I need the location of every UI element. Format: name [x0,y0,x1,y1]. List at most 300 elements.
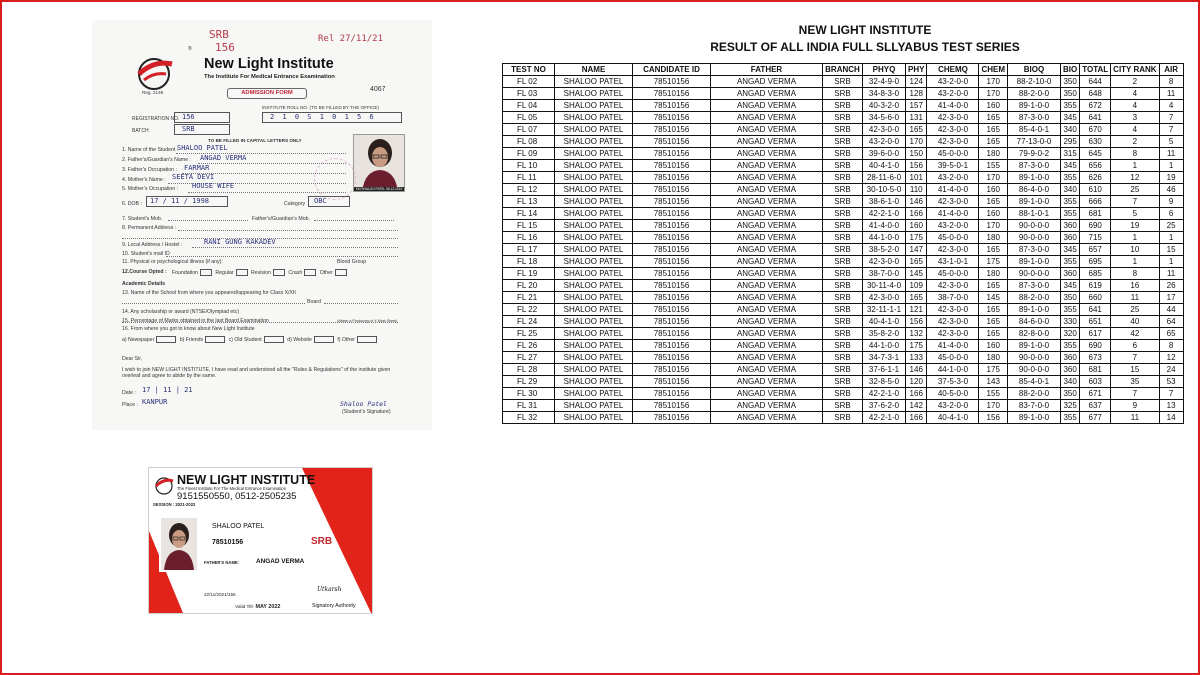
table-cell: 131 [906,112,927,124]
table-cell: FL 30 [503,388,555,400]
table-cell: 87-3-0-0 [1008,280,1061,292]
table-cell: 160 [979,184,1008,196]
table-cell: 42-3-0-0 [927,196,979,208]
table-cell: SHALOO PATEL [555,364,633,376]
table-cell: 6 [1159,208,1183,220]
card-session: SESSION : 2021-2022 [153,502,196,507]
table-cell: SRB [823,364,863,376]
table-cell: 88-2-0-0 [1008,388,1061,400]
table-cell: 9 [1159,196,1183,208]
table-cell: 2 [1111,76,1159,88]
table-cell: 11 [1159,268,1183,280]
table-cell: 350 [1061,292,1080,304]
registered-mark: ® [188,46,192,52]
table-cell: 355 [1061,340,1080,352]
table-cell: 78510156 [633,196,711,208]
table-row [503,88,1184,100]
table-row [503,280,1184,292]
table-cell: ANGAD VERMA [711,352,823,364]
table-cell: FL 28 [503,364,555,376]
table-cell: 40-4-1-0 [927,412,979,424]
table-cell: ANGAD VERMA [711,256,823,268]
table-cell: 87-3-0-0 [1008,160,1061,172]
table-cell: 40-5-0-0 [927,388,979,400]
table-cell: FL 12 [503,184,555,196]
table-cell: 19 [1111,220,1159,232]
table-cell: FL 20 [503,280,555,292]
table-cell: 32-4-9-0 [863,76,906,88]
table-cell: FL 05 [503,112,555,124]
table-cell: 78510156 [633,364,711,376]
table-cell: ANGAD VERMA [711,292,823,304]
table-cell: 78510156 [633,400,711,412]
table-cell: ANGAD VERMA [711,88,823,100]
table-cell: 78510156 [633,232,711,244]
table-cell: 42-3-0-0 [927,244,979,256]
table-cell: ANGAD VERMA [711,244,823,256]
table-cell: SRB [823,196,863,208]
table-cell: SHALOO PATEL [555,196,633,208]
table-cell: SRB [823,388,863,400]
card-signatory-label: Signatory Authority [312,603,356,609]
reg-label: Reg. 2149 [142,90,164,95]
table-cell: 86-4-0-0 [1008,184,1061,196]
batch-value: SRB [182,125,195,133]
table-cell: 156 [979,412,1008,424]
know-old-student: c) Old Student [228,336,262,343]
table-cell: SRB [823,136,863,148]
table-cell: 617 [1080,328,1111,340]
table-cell: 156 [906,316,927,328]
table-cell: 340 [1061,376,1080,388]
table-cell: 37-5-3-0 [927,376,979,388]
card-signature: Utkarsh [317,586,342,593]
table-cell: 39-5-0-1 [927,160,979,172]
local-address-label: 9. Local Address / Hostel : [122,242,183,248]
column-header: CANDIDATE ID [633,64,711,76]
table-cell: FL 16 [503,232,555,244]
date-value: 17 | 11 | 21 [142,386,193,394]
table-cell: 666 [1080,196,1111,208]
table-row [503,124,1184,136]
table-cell: 685 [1080,268,1111,280]
column-header: FATHER [711,64,823,76]
table-cell: 360 [1061,220,1080,232]
table-cell: SHALOO PATEL [555,244,633,256]
table-cell: SHALOO PATEL [555,268,633,280]
table-cell: 40-3-2-0 [863,100,906,112]
results-header-row [503,64,1184,76]
table-row [503,184,1184,196]
table-cell: 672 [1080,100,1111,112]
table-row [503,340,1184,352]
checkbox-icon [236,269,248,276]
table-row [503,76,1184,88]
table-cell: 12 [1111,172,1159,184]
table-cell: SHALOO PATEL [555,148,633,160]
table-cell: 78510156 [633,292,711,304]
table-cell: 38-7-0-0 [927,292,979,304]
table-cell: ANGAD VERMA [711,196,823,208]
table-cell: 109 [906,280,927,292]
table-cell: 65 [1159,328,1183,340]
table-cell: 32-11-1-1 [863,304,906,316]
table-cell: 175 [906,340,927,352]
table-cell: FL 29 [503,376,555,388]
table-cell: FL 07 [503,124,555,136]
mother-occupation-label: 5. Mother's Occupation : [122,186,179,192]
table-cell: 315 [1061,148,1080,160]
table-cell: 88-2-10-0 [1008,76,1061,88]
stamp-mark [314,158,356,200]
table-cell: 165 [979,328,1008,340]
board-label: Board [307,299,321,305]
student-name-label: 1. Name of the Student : [122,147,179,153]
table-cell: 90-0-0-0 [1008,268,1061,280]
table-cell: 5 [1111,208,1159,220]
table-cell: 651 [1080,316,1111,328]
marks-label: 15. Percentage of Marks obtained in the last Board Examination [122,318,269,324]
top-note: SRB [209,28,229,41]
table-cell: 30-11-4-0 [863,280,906,292]
guardian-mob-label: Father's/Guardian's Mob. [252,216,310,222]
table-row [503,172,1184,184]
table-cell: 124 [906,76,927,88]
guardian-label: 2. Father's/Guardian's Name : [122,157,191,163]
table-cell: 42 [1111,328,1159,340]
table-cell: 89-1-0-0 [1008,196,1061,208]
table-cell: 677 [1080,412,1111,424]
table-cell: ANGAD VERMA [711,184,823,196]
table-cell: 165 [979,280,1008,292]
table-cell: 79-9-0-2 [1008,148,1061,160]
table-cell: 41-4-0-0 [927,184,979,196]
table-cell: 128 [906,88,927,100]
guardian-value: ANGAD VERMA [200,154,247,162]
table-cell: 180 [979,232,1008,244]
table-cell: 32-8-5-0 [863,376,906,388]
table-cell: 25 [1111,304,1159,316]
table-cell: ANGAD VERMA [711,160,823,172]
card-valid-value: MAY 2022 [255,604,281,610]
card-institute-name: NEW LIGHT INSTITUTE [177,473,316,487]
table-cell: 360 [1061,268,1080,280]
table-cell: 6 [1111,340,1159,352]
table-cell: 42-2-1-0 [863,208,906,220]
marks-note: (Attach a Photocopy of X Mark Sheet) [337,319,398,323]
table-row [503,196,1184,208]
table-cell: SRB [823,76,863,88]
table-cell: 695 [1080,256,1111,268]
table-cell: 166 [906,412,927,424]
student-photo-icon [161,518,197,570]
table-cell: ANGAD VERMA [711,124,823,136]
roll-value: 2 1 0 S 1 0 1 5 6 [270,113,376,121]
field-line [192,247,398,248]
table-cell: 43-2-0-0 [927,220,979,232]
table-cell: SHALOO PATEL [555,184,633,196]
table-cell: SHALOO PATEL [555,124,633,136]
registration-label: REGISTRATION NO. [132,116,180,122]
table-cell: 35-8-2-0 [863,328,906,340]
table-cell: 90-0-0-0 [1008,352,1061,364]
table-cell: 345 [1061,244,1080,256]
know-options [122,336,379,343]
table-cell: 340 [1061,184,1080,196]
results-title: NEW LIGHT INSTITUTE [798,23,932,37]
mail-label: 10. Student's mail ID [122,251,170,257]
table-cell: 90-0-0-0 [1008,220,1061,232]
table-cell: 44-1-0-0 [863,232,906,244]
table-cell: 670 [1080,124,1111,136]
table-cell: 360 [1061,364,1080,376]
table-cell: 295 [1061,136,1080,148]
table-row [503,112,1184,124]
table-cell: 681 [1080,208,1111,220]
table-row [503,244,1184,256]
table-cell: ANGAD VERMA [711,220,823,232]
table-cell: 78510156 [633,160,711,172]
table-cell: 34-7-3-1 [863,352,906,364]
id-card [148,467,373,614]
table-cell: 110 [906,184,927,196]
table-cell: 156 [906,160,927,172]
table-cell: 165 [979,304,1008,316]
results-table [502,63,1184,424]
table-cell: 160 [979,100,1008,112]
table-cell: 101 [906,172,927,184]
roll-label: INSTITUTE ROLL NO. (TO BE FILLED BY THE OFFICE) [262,105,379,110]
top-note-2: 156 [215,41,235,54]
table-cell: 89-1-0-0 [1008,340,1061,352]
permanent-address-label: 8. Permanent Address : [122,225,177,231]
table-cell: SHALOO PATEL [555,208,633,220]
table-cell: ANGAD VERMA [711,136,823,148]
table-cell: 641 [1080,304,1111,316]
table-cell: 78510156 [633,208,711,220]
table-cell: SRB [823,256,863,268]
table-row [503,136,1184,148]
table-cell: 34-8-3-0 [863,88,906,100]
table-cell: 657 [1080,244,1111,256]
signature-label: (Student's Signature) [342,409,391,415]
table-cell: FL 14 [503,208,555,220]
table-cell: 645 [1080,148,1111,160]
table-cell: 4 [1111,100,1159,112]
table-cell: 88-2-0-0 [1008,292,1061,304]
table-cell: SHALOO PATEL [555,400,633,412]
results-subtitle: RESULT OF ALL INDIA FULL SLLYABUS TEST SERIES [710,40,1020,54]
table-cell: 89-1-0-0 [1008,100,1061,112]
table-cell: 150 [906,148,927,160]
table-row [503,304,1184,316]
card-validity [235,604,280,610]
checkbox-icon [156,336,176,343]
table-row [503,364,1184,376]
table-cell: 45-0-0-0 [927,232,979,244]
course-foundation: Foundation [172,269,198,276]
table-cell: 2 [1111,136,1159,148]
capital-note: TO BE FILLED IN CAPITAL LETTERS ONLY [208,138,302,143]
table-cell: 26 [1159,280,1183,292]
table-cell: 87-3-0-0 [1008,112,1061,124]
table-cell: 17 [1159,292,1183,304]
table-cell: 4 [1111,124,1159,136]
table-cell: 37-6-1-1 [863,364,906,376]
table-cell: 11 [1159,88,1183,100]
column-header: BRANCH [823,64,863,76]
father-occupation-value: FARMAR [184,164,210,172]
table-cell: 10 [1111,244,1159,256]
mother-name-value: SEETA DEVI [172,173,215,181]
table-cell: 355 [1061,196,1080,208]
table-cell: 345 [1061,112,1080,124]
field-line [122,303,305,304]
know-friends: b) Friends [179,336,204,343]
table-cell: 1 [1159,256,1183,268]
table-cell: 160 [979,208,1008,220]
table-cell: 143 [979,376,1008,388]
photo-caption: KM SHALOO PATEL 05-12-2019 [355,187,403,191]
card-valid-label: Valid Till- [235,605,255,610]
table-cell: SHALOO PATEL [555,388,633,400]
table-cell: 42-3-0-0 [927,280,979,292]
table-cell: ANGAD VERMA [711,304,823,316]
table-cell: ANGAD VERMA [711,316,823,328]
field-line [314,220,394,221]
table-cell: 715 [1080,232,1111,244]
table-cell: 44-1-0-0 [927,364,979,376]
table-cell: 78510156 [633,76,711,88]
column-header: BIOQ [1008,64,1061,76]
table-cell: 165 [906,292,927,304]
table-cell: 7 [1111,388,1159,400]
table-cell: 350 [1061,76,1080,88]
table-cell: 340 [1061,124,1080,136]
place-value: KANPUR [142,398,168,406]
table-cell: 641 [1080,112,1111,124]
table-cell: 1 [1159,160,1183,172]
table-cell: SRB [823,352,863,364]
table-cell: 42-3-0-0 [863,256,906,268]
table-cell: SRB [823,88,863,100]
table-cell: 43-2-0-0 [927,400,979,412]
table-cell: SRB [823,244,863,256]
corner-signature: Rel 27/11/21 [318,34,384,44]
table-cell: 88-2-0-0 [1008,88,1061,100]
table-cell: 170 [979,220,1008,232]
field-line [166,256,398,257]
form-photo [353,134,405,192]
table-cell: 42-3-0-0 [863,292,906,304]
table-cell: SHALOO PATEL [555,292,633,304]
table-cell: 64 [1159,316,1183,328]
table-cell: 42-2-1-0 [863,388,906,400]
table-cell: ANGAD VERMA [711,280,823,292]
table-cell: 7 [1111,352,1159,364]
results-body [503,76,1184,424]
table-cell: 345 [1061,280,1080,292]
table-cell: 40 [1111,316,1159,328]
illness-label: 11. Physical or psychological illness (if any): [122,259,223,265]
table-cell: 46 [1159,184,1183,196]
table-cell: SRB [823,148,863,160]
table-cell: 656 [1080,160,1111,172]
admission-form-label: ADMISSION FORM [227,88,307,99]
table-cell: SRB [823,112,863,124]
table-cell: 41-4-0-0 [863,220,906,232]
table-cell: 90-0-0-0 [1008,364,1061,376]
table-cell: 42-3-0-0 [927,112,979,124]
table-cell: 87-3-0-0 [1008,244,1061,256]
table-cell: SHALOO PATEL [555,100,633,112]
table-cell: 7 [1159,124,1183,136]
table-row [503,268,1184,280]
table-cell: 15 [1111,364,1159,376]
table-cell: 45-0-0-0 [927,352,979,364]
table-cell: ANGAD VERMA [711,268,823,280]
column-header: PHYQ [863,64,906,76]
table-cell: SHALOO PATEL [555,220,633,232]
table-cell: 155 [979,160,1008,172]
table-cell: 345 [1061,160,1080,172]
table-cell: 28-11-6-0 [863,172,906,184]
category-label: Category [284,201,306,207]
table-cell: ANGAD VERMA [711,112,823,124]
table-cell: 41-4-0-0 [927,100,979,112]
table-cell: 43-1-0-1 [927,256,979,268]
table-cell: 165 [979,196,1008,208]
field-line [324,303,398,304]
course-revision: Revision [251,269,271,276]
table-cell: 78510156 [633,340,711,352]
table-cell: ANGAD VERMA [711,328,823,340]
checkbox-icon [205,336,225,343]
student-photo-icon [354,135,405,192]
table-cell: 360 [1061,352,1080,364]
place-label: Place : [122,402,138,408]
table-cell: 355 [1061,304,1080,316]
table-cell: 7 [1111,196,1159,208]
table-cell: 355 [1061,172,1080,184]
table-cell: 45-0-0-0 [927,268,979,280]
table-cell: SRB [823,412,863,424]
mother-occupation-value: HOUSE WIFE [192,182,235,190]
table-cell: 37-6-2-0 [863,400,906,412]
table-cell: 160 [979,340,1008,352]
table-cell: ANGAD VERMA [711,232,823,244]
table-cell: 166 [906,388,927,400]
table-cell: SRB [823,400,863,412]
batch-label: BATCH [132,128,149,134]
table-cell: SHALOO PATEL [555,316,633,328]
column-header: CHEM [979,64,1008,76]
table-cell: SRB [823,340,863,352]
table-cell: 180 [979,352,1008,364]
column-header: AIR [1159,64,1183,76]
table-cell: 648 [1080,88,1111,100]
table-cell: 19 [1159,172,1183,184]
course-label: 12.Course Opted : [122,269,167,275]
table-cell: 170 [979,172,1008,184]
table-cell: FL 19 [503,268,555,280]
table-cell: 7 [1159,388,1183,400]
card-student-name: SHALOO PATEL [212,523,265,530]
table-cell: ANGAD VERMA [711,100,823,112]
know-newspaper: a) Newspaper [122,336,155,343]
table-cell: 355 [1061,208,1080,220]
checkbox-icon [264,336,284,343]
